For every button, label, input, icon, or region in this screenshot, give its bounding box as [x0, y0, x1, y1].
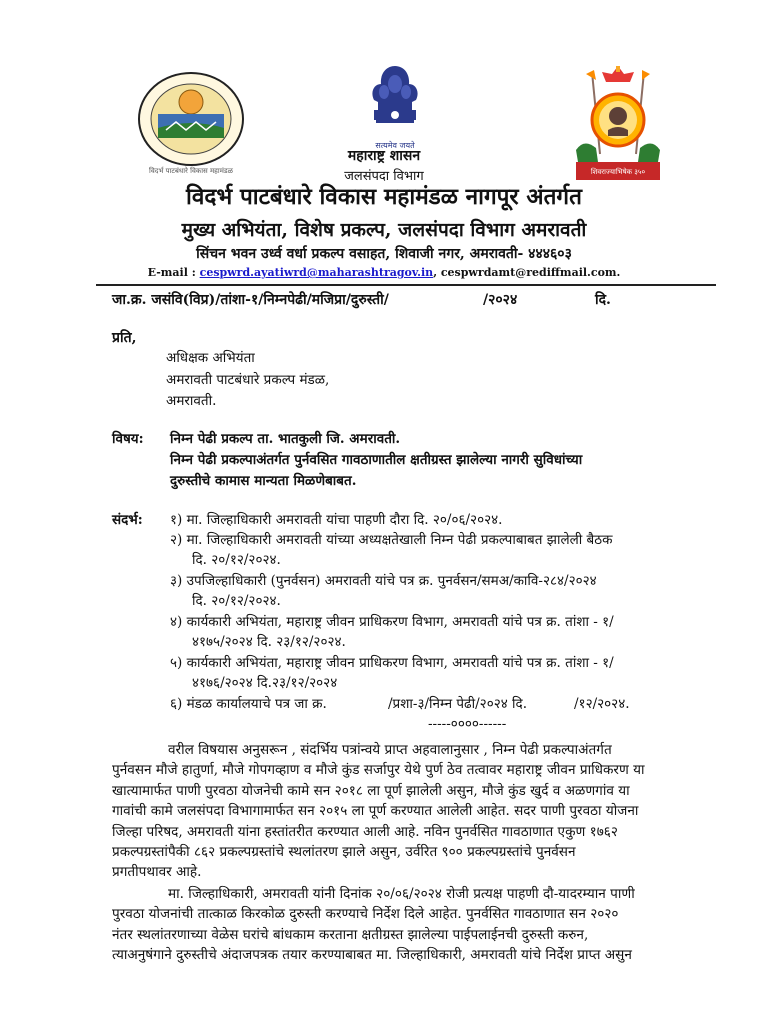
state-emblem-motto: सत्यमेव जयते — [375, 141, 415, 150]
ref-date-label: दि. — [595, 292, 611, 308]
subject-label: विषय: — [112, 431, 144, 447]
addressee-line-1: अधिक्षक अभियंता — [166, 350, 255, 366]
org-title: विदर्भ पाटबंधारे विकास महामंडळ नागपूर अंतर्गत — [186, 184, 582, 210]
p1-line: गावांची कामे जलसंपदा विभागामार्फत सन २०१५ ला पूर्ण करण्यात आलेली आहेत. सदर पाणी पुरवठा योजना — [112, 803, 639, 820]
vidarbha-seal-text: विदर्भ पाटबंधारे विकास महामंडळ — [149, 167, 233, 175]
addressee-line-3: अमरावती. — [166, 393, 217, 409]
subject-line-2: निम्न पेढी प्रकल्पाअंतर्गत पुर्नवसित गावठाणातील क्षतीग्रस्त झालेल्या नागरी सुविधांच्या — [170, 452, 583, 468]
p1-line: प्रकल्पग्रस्तांपैकी ८६२ प्रकल्पग्रस्तांचे स्थलांतरण झाले असुन, उर्वरित ९०० प्रकल्पग्रस्तांचे पुनर्वसन — [112, 844, 576, 861]
reference-6a: ६) मंडळ कार्यालयाचे पत्र जा क्र. — [170, 696, 327, 712]
references-label: संदर्भ: — [112, 512, 143, 528]
header-divider — [96, 284, 716, 286]
reference-4b: ४१७५/२०२४ दि. २३/१२/२०२४. — [192, 634, 346, 650]
email-secondary: , cespwrdamt@rediffmail.com. — [433, 266, 621, 279]
p1-line: पुर्नवसन मौजे हातुर्णा, मौजे गोपगव्हाण व मौजे कुंड सर्जापुर येथे पुर्ण ठेव तत्वावर महाराष्ट्र जीवन प्राधिकरण या — [112, 762, 645, 779]
subject-line-3: दुरुस्तीचे कामास मान्यता मिळणेबाबत. — [170, 473, 357, 489]
p1-line: प्रगतीपथावर आहे. — [112, 864, 202, 881]
addressee-line-2: अमरावती पाटबंधारे प्रकल्प मंडळ, — [166, 372, 330, 388]
office-address: सिंचन भवन उर्ध्व वर्धा प्रकल्प वसाहत, शिवाजी नगर, अमरावती- ४४४६०३ — [196, 246, 572, 262]
reference-5a: ५) कार्यकारी अभियंता, महाराष्ट्र जीवन प्राधिकरण विभाग, अमरावती यांचे पत्र क्र. तांशा - १/ — [170, 655, 614, 671]
email-primary-link[interactable]: cespwrd.ayatiwrd@maharashtragov.in — [199, 266, 434, 279]
state-emblem-logo — [364, 62, 426, 142]
reference-5b: ४१७६/२०२४ दि.२३/१२/२०२४ — [192, 675, 338, 691]
reference-3a: ३) उपजिल्हाधिकारी (पुनर्वसन) अमरावती यांचे पत्र क्र. पुनर्वसन/समअ/कावि-२८४/२०२४ — [170, 573, 597, 589]
p2-line: नंतर स्थलांतरणाच्या वेळेस घरांचे बांधकाम करताना क्षतीग्रस्त झालेल्या पाईपलाईनची दुरुस्ती करुन, — [112, 926, 589, 943]
p1-line: जिल्हा परिषद, अमरावती यांना हस्तांतरीत करण्यात आली आहे. नविन पुनर्वसित गावठाणात एकुण १७६२ — [112, 823, 618, 840]
gov-line-1: महाराष्ट्र शासन — [347, 148, 421, 164]
shivrajyabhishek-text: शिवराज्याभिषेक ३५० — [590, 168, 646, 176]
ref-number: जा.क्र. जसंवि(विप्र)/तांशा-१/निम्नपेढी/मजिप्रा/दुरुस्ती/ — [112, 292, 389, 308]
p2-line: त्याअनुषंगाने दुरुस्तीचे अंदाजपत्रक तयार करण्याबाबत मा. जिल्हाधिकारी, अमरावती यांचे निर्देश प्राप्त असुन — [112, 947, 632, 964]
reference-2a: २) मा. जिल्हाधिकारी अमरावती यांच्या अध्यक्षतेखाली निम्न पेढी प्रकल्पाबाबत झालेली बैठक — [170, 532, 613, 548]
reference-3b: दि. २०/१२/२०२४. — [192, 593, 281, 609]
office-title: मुख्य अभियंता, विशेष प्रकल्प, जलसंपदा विभाग अमरावती — [181, 219, 587, 241]
gov-line-2: जलसंपदा विभाग — [344, 169, 424, 184]
body-paragraph-1 — [112, 740, 716, 883]
addressee-to: प्रति, — [112, 330, 137, 346]
ref-year: /२०२४ — [483, 292, 518, 308]
body-paragraph-2 — [112, 884, 716, 966]
reference-2b: दि. २०/१२/२०२४. — [192, 552, 281, 568]
subject-line-1: निम्न पेढी प्रकल्प ता. भातकुली जि. अमरावती. — [170, 431, 401, 447]
p2-line: पुरवठा योजनांची तात्काळ किरकोळ दुरुस्ती करण्याचे निर्देश दिले आहेत. पुनर्वसित गावठाणात सन २०२० — [112, 906, 619, 923]
p2-line: मा. जिल्हाधिकारी, अमरावती यांनी दिनांक २०/०६/२०२४ रोजी प्रत्यक्ष पाहणी दौ-यादरम्यान पाणी — [168, 886, 635, 902]
email-label: E-mail : — [147, 266, 196, 279]
reference-6b: /प्रशा-३/निम्न पेढी/२०२४ दि. — [388, 696, 527, 712]
reference-1: १) मा. जिल्हाधिकारी अमरावती यांचा पाहणी दौरा दि. २०/०६/२०२४. — [170, 512, 503, 528]
section-separator: -----००००------ — [428, 716, 507, 732]
p1-line: खात्यामार्फत पाणी पुरवठा योजनेची कामे सन २०१८ ला पूर्ण झालेली असुन, मौजे कुंड खुर्द व अळणगांव या — [112, 782, 630, 799]
reference-6c: /१२/२०२४. — [574, 696, 630, 712]
email-line — [0, 266, 768, 279]
reference-4a: ४) कार्यकारी अभियंता, महाराष्ट्र जीवन प्राधिकरण विभाग, अमरावती यांचे पत्र क्र. तांशा - १/ — [170, 614, 614, 630]
p1-line: वरील विषयास अनुसरून , संदर्भिय पत्रांन्वये प्राप्त अहवालानुसार , निम्न पेढी प्रकल्पाअंतर्गत — [168, 742, 612, 758]
